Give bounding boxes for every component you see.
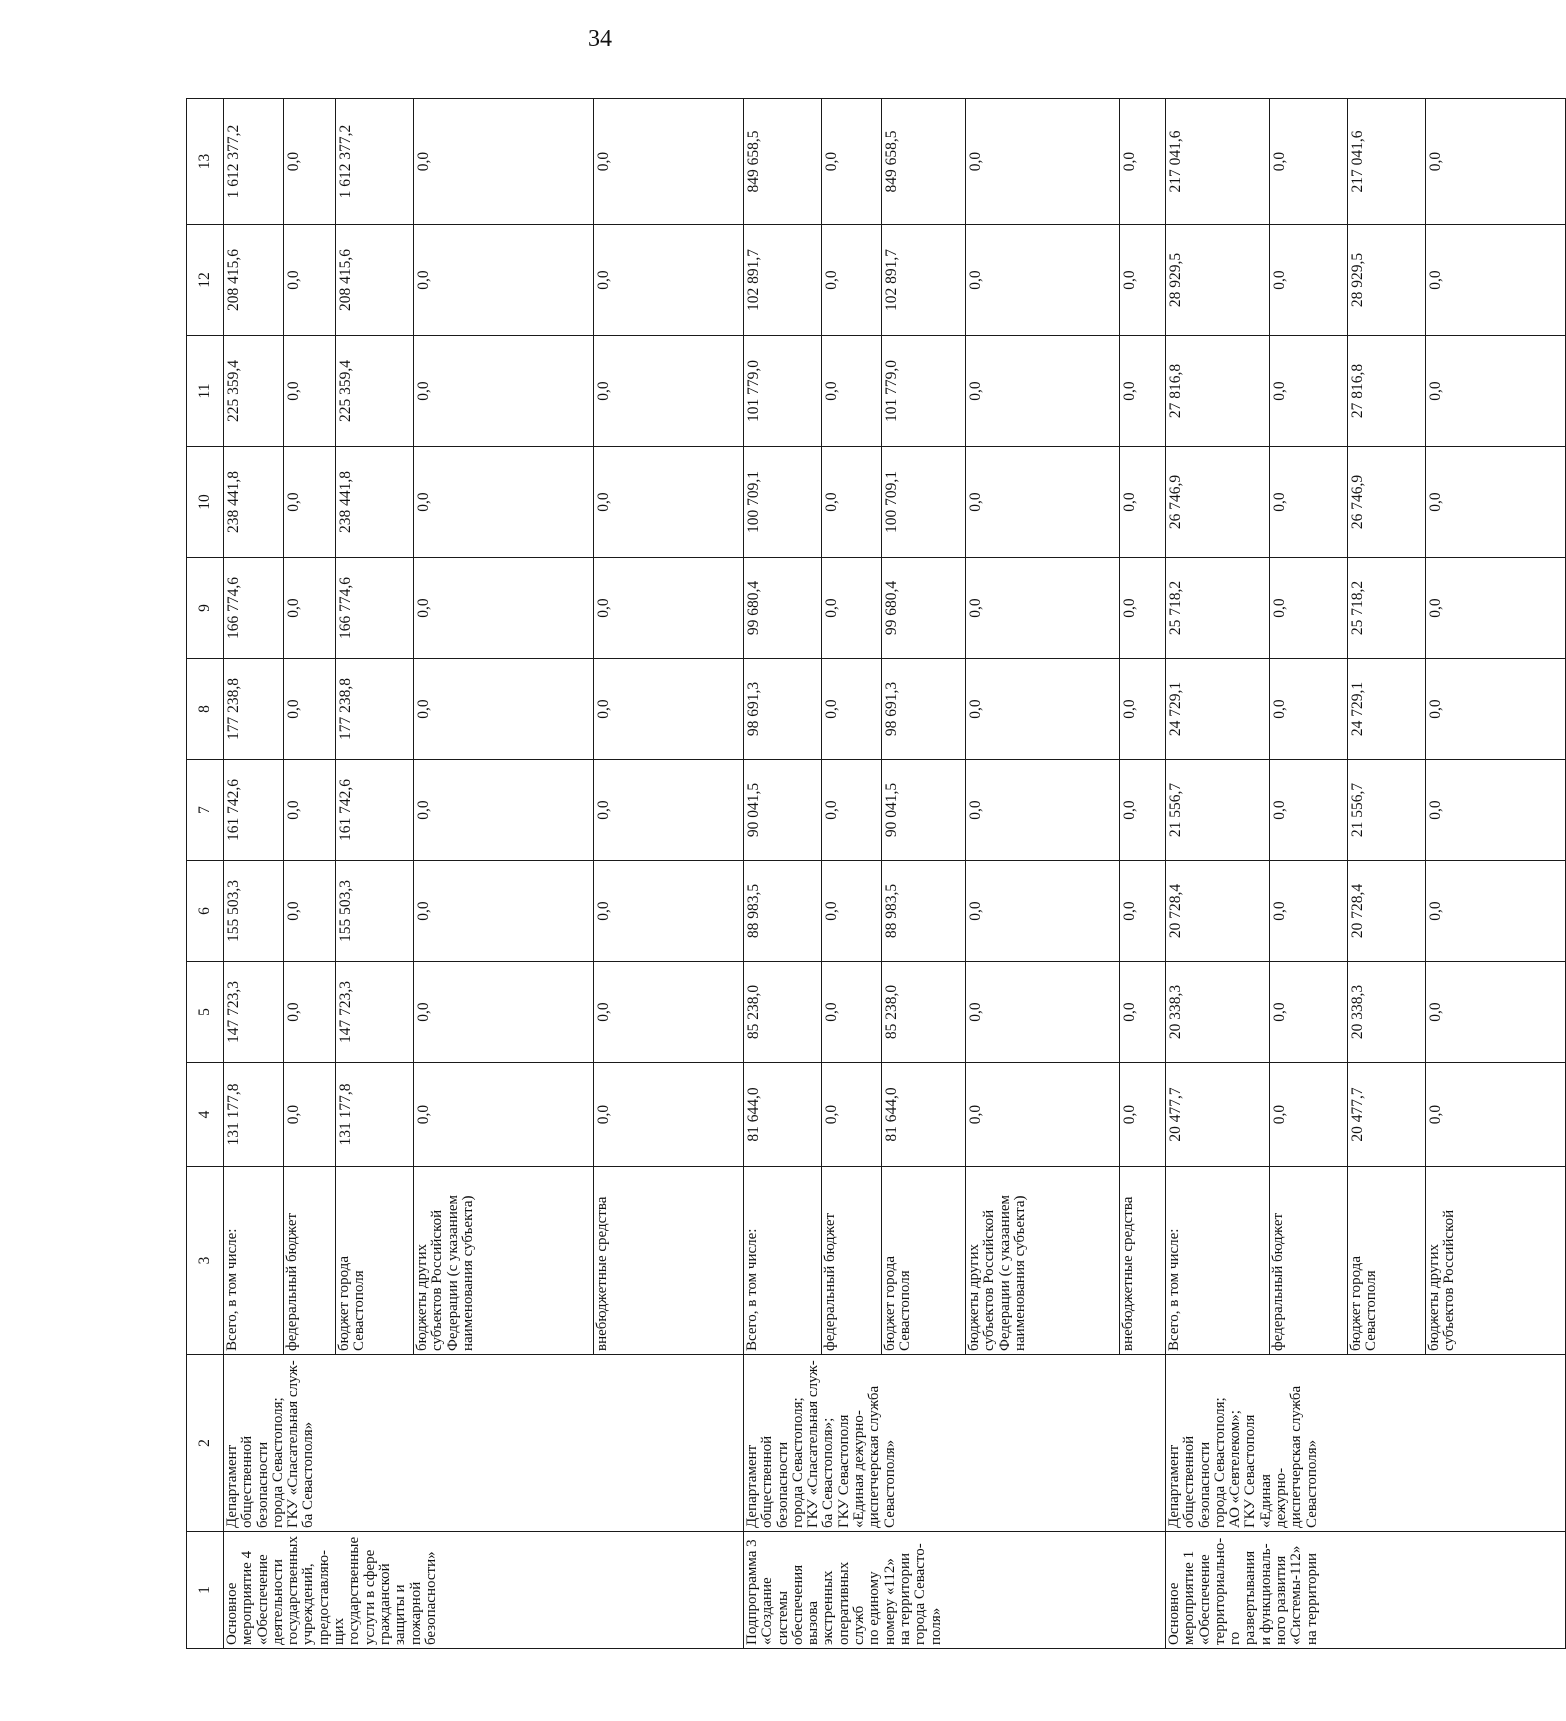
amount-cell: 0,0 — [822, 861, 882, 962]
amount-cell: 0,0 — [1120, 861, 1166, 962]
executor-cell: Департамент общественной безопасности города Севастополя; АО «Севтелеком»; ГКУ Севастополя «Единая дежурно- диспетчерская служба Севастополя» — [1166, 1355, 1566, 1532]
amount-cell: 147 723,3 — [336, 962, 414, 1063]
amount-cell: 99 680,4 — [744, 558, 822, 659]
amount-cell: 177 238,8 — [336, 659, 414, 760]
amount-cell: 20 728,4 — [1348, 861, 1426, 962]
amount-cell: 0,0 — [966, 447, 1120, 558]
amount-cell: 0,0 — [966, 962, 1120, 1063]
funding-source-cell: федеральный бюджет — [822, 1167, 882, 1355]
amount-cell: 238 441,8 — [224, 447, 284, 558]
column-header: 2 — [187, 1355, 224, 1532]
amount-cell: 0,0 — [966, 558, 1120, 659]
column-header: 4 — [187, 1063, 224, 1167]
amount-cell: 100 709,1 — [744, 447, 822, 558]
table-row — [1166, 99, 1270, 1649]
column-header: 13 — [187, 99, 224, 225]
amount-cell: 0,0 — [1426, 447, 1566, 558]
amount-cell: 0,0 — [414, 1063, 594, 1167]
amount-cell: 26 746,9 — [1348, 447, 1426, 558]
amount-cell: 0,0 — [594, 447, 744, 558]
amount-cell: 0,0 — [414, 447, 594, 558]
amount-cell: 0,0 — [594, 1063, 744, 1167]
amount-cell: 0,0 — [966, 1063, 1120, 1167]
amount-cell: 155 503,3 — [224, 861, 284, 962]
table-frame — [186, 99, 1458, 1649]
table-row — [224, 99, 284, 1649]
amount-cell: 98 691,3 — [882, 659, 966, 760]
amount-cell: 0,0 — [1426, 659, 1566, 760]
amount-cell: 0,0 — [414, 99, 594, 225]
amount-cell: 0,0 — [822, 962, 882, 1063]
program-name-cell: Подпрограмма 3 «Создание системы обеспечения вызова экстренных оперативных служб по единому номеру «112» на территории города Севасто- поля» — [744, 1532, 1166, 1649]
table-row — [744, 99, 822, 1649]
amount-cell: 0,0 — [1120, 659, 1166, 760]
amount-cell: 0,0 — [822, 336, 882, 447]
amount-cell: 166 774,6 — [224, 558, 284, 659]
column-header: 11 — [187, 336, 224, 447]
amount-cell: 177 238,8 — [224, 659, 284, 760]
amount-cell: 0,0 — [1426, 99, 1566, 225]
funding-source-cell: внебюджетные средства — [1120, 1167, 1166, 1355]
funding-table — [186, 98, 1566, 1649]
funding-source-cell: Всего, в том числе: — [224, 1167, 284, 1355]
amount-cell: 0,0 — [966, 861, 1120, 962]
amount-cell: 208 415,6 — [224, 225, 284, 336]
amount-cell: 0,0 — [1426, 336, 1566, 447]
amount-cell: 0,0 — [414, 558, 594, 659]
amount-cell: 0,0 — [284, 1063, 336, 1167]
amount-cell: 20 477,7 — [1166, 1063, 1270, 1167]
amount-cell: 28 929,5 — [1348, 225, 1426, 336]
amount-cell: 0,0 — [594, 99, 744, 225]
column-header: 10 — [187, 447, 224, 558]
amount-cell: 0,0 — [1120, 99, 1166, 225]
amount-cell: 0,0 — [1120, 962, 1166, 1063]
column-header: 7 — [187, 760, 224, 861]
program-name-cell: Основное мероприятие 1 «Обеспечение территориально- го развертывания и функциональ- ного развития «Системы-112» на территории — [1166, 1532, 1566, 1649]
amount-cell: 0,0 — [284, 861, 336, 962]
amount-cell: 208 415,6 — [336, 225, 414, 336]
amount-cell: 161 742,6 — [336, 760, 414, 861]
column-header: 12 — [187, 225, 224, 336]
column-header: 1 — [187, 1532, 224, 1649]
amount-cell: 0,0 — [594, 962, 744, 1063]
amount-cell: 26 746,9 — [1166, 447, 1270, 558]
amount-cell: 25 718,2 — [1166, 558, 1270, 659]
amount-cell: 0,0 — [284, 336, 336, 447]
funding-source-cell: бюджеты других субъектов Российской Федерации (с указанием наименования субъекта) — [414, 1167, 594, 1355]
amount-cell: 0,0 — [1270, 962, 1348, 1063]
amount-cell: 0,0 — [1426, 1063, 1566, 1167]
amount-cell: 131 177,8 — [336, 1063, 414, 1167]
amount-cell: 0,0 — [1120, 447, 1166, 558]
amount-cell: 0,0 — [1426, 861, 1566, 962]
amount-cell: 0,0 — [594, 760, 744, 861]
amount-cell: 0,0 — [414, 659, 594, 760]
amount-cell: 0,0 — [1120, 336, 1166, 447]
funding-source-cell: Всего, в том числе: — [744, 1167, 822, 1355]
amount-cell: 225 359,4 — [224, 336, 284, 447]
funding-source-cell: бюджеты других субъектов Российской — [1426, 1167, 1566, 1355]
amount-cell: 238 441,8 — [336, 447, 414, 558]
amount-cell: 81 644,0 — [744, 1063, 822, 1167]
amount-cell: 24 729,1 — [1166, 659, 1270, 760]
amount-cell: 0,0 — [1270, 447, 1348, 558]
page-number: 34 — [588, 26, 612, 52]
amount-cell: 88 983,5 — [882, 861, 966, 962]
amount-cell: 0,0 — [822, 558, 882, 659]
amount-cell: 85 238,0 — [744, 962, 822, 1063]
executor-cell: Департамент общественной безопасности города Севастополя; ГКУ «Спасательная служ- ба Севастополя»; ГКУ Севастополя «Единая дежурно- диспетчерская служба Севастополя» — [744, 1355, 1166, 1532]
rotated-page-content — [186, 99, 1458, 1649]
amount-cell: 88 983,5 — [744, 861, 822, 962]
amount-cell: 20 338,3 — [1166, 962, 1270, 1063]
funding-source-cell: бюджет города Севастополя — [882, 1167, 966, 1355]
amount-cell: 0,0 — [966, 760, 1120, 861]
amount-cell: 0,0 — [822, 760, 882, 861]
amount-cell: 98 691,3 — [744, 659, 822, 760]
amount-cell: 0,0 — [1120, 558, 1166, 659]
amount-cell: 20 338,3 — [1348, 962, 1426, 1063]
column-header: 8 — [187, 659, 224, 760]
amount-cell: 0,0 — [414, 760, 594, 861]
amount-cell: 90 041,5 — [882, 760, 966, 861]
column-header: 3 — [187, 1167, 224, 1355]
amount-cell: 0,0 — [1120, 760, 1166, 861]
amount-cell: 0,0 — [1426, 760, 1566, 861]
amount-cell: 0,0 — [284, 659, 336, 760]
amount-cell: 0,0 — [284, 99, 336, 225]
amount-cell: 0,0 — [1270, 99, 1348, 225]
amount-cell: 0,0 — [822, 99, 882, 225]
amount-cell: 0,0 — [594, 558, 744, 659]
amount-cell: 1 612 377,2 — [336, 99, 414, 225]
amount-cell: 0,0 — [284, 760, 336, 861]
amount-cell: 99 680,4 — [882, 558, 966, 659]
amount-cell: 0,0 — [1270, 558, 1348, 659]
amount-cell: 27 816,8 — [1166, 336, 1270, 447]
amount-cell: 0,0 — [594, 861, 744, 962]
amount-cell: 0,0 — [966, 99, 1120, 225]
amount-cell: 0,0 — [1426, 962, 1566, 1063]
amount-cell: 0,0 — [966, 659, 1120, 760]
amount-cell: 81 644,0 — [882, 1063, 966, 1167]
amount-cell: 1 612 377,2 — [224, 99, 284, 225]
amount-cell: 0,0 — [966, 336, 1120, 447]
amount-cell: 21 556,7 — [1348, 760, 1426, 861]
amount-cell: 101 779,0 — [744, 336, 822, 447]
amount-cell: 217 041,6 — [1348, 99, 1426, 225]
amount-cell: 0,0 — [1270, 659, 1348, 760]
amount-cell: 85 238,0 — [882, 962, 966, 1063]
amount-cell: 0,0 — [414, 962, 594, 1063]
amount-cell: 0,0 — [594, 659, 744, 760]
amount-cell: 21 556,7 — [1166, 760, 1270, 861]
funding-source-cell: внебюджетные средства — [594, 1167, 744, 1355]
funding-source-cell: бюджеты других субъектов Российской Федерации (с указанием наименования субъекта) — [966, 1167, 1120, 1355]
amount-cell: 0,0 — [414, 336, 594, 447]
column-header: 5 — [187, 962, 224, 1063]
amount-cell: 0,0 — [414, 225, 594, 336]
amount-cell: 0,0 — [594, 336, 744, 447]
amount-cell: 0,0 — [822, 1063, 882, 1167]
amount-cell: 0,0 — [284, 962, 336, 1063]
amount-cell: 0,0 — [1270, 861, 1348, 962]
amount-cell: 90 041,5 — [744, 760, 822, 861]
amount-cell: 25 718,2 — [1348, 558, 1426, 659]
amount-cell: 20 477,7 — [1348, 1063, 1426, 1167]
amount-cell: 166 774,6 — [336, 558, 414, 659]
column-number-row — [187, 99, 224, 1649]
amount-cell: 0,0 — [1270, 225, 1348, 336]
executor-cell: Департамент общественной безопасности города Севастополя; ГКУ «Спасательная служ- ба Севастополя» — [224, 1355, 744, 1532]
amount-cell: 225 359,4 — [336, 336, 414, 447]
amount-cell: 849 658,5 — [744, 99, 822, 225]
funding-source-cell: бюджет города Севастополя — [336, 1167, 414, 1355]
amount-cell: 0,0 — [594, 225, 744, 336]
amount-cell: 102 891,7 — [882, 225, 966, 336]
amount-cell: 27 816,8 — [1348, 336, 1426, 447]
amount-cell: 20 728,4 — [1166, 861, 1270, 962]
amount-cell: 0,0 — [1270, 1063, 1348, 1167]
amount-cell: 100 709,1 — [882, 447, 966, 558]
amount-cell: 131 177,8 — [224, 1063, 284, 1167]
amount-cell: 24 729,1 — [1348, 659, 1426, 760]
amount-cell: 0,0 — [1270, 336, 1348, 447]
amount-cell: 0,0 — [284, 225, 336, 336]
amount-cell: 217 041,6 — [1166, 99, 1270, 225]
amount-cell: 0,0 — [1426, 225, 1566, 336]
amount-cell: 0,0 — [822, 447, 882, 558]
amount-cell: 147 723,3 — [224, 962, 284, 1063]
amount-cell: 0,0 — [284, 558, 336, 659]
amount-cell: 101 779,0 — [882, 336, 966, 447]
program-name-cell: Основное мероприятие 4 «Обеспечение деятельности государственных учреждений, предоставляю- щих государственные услуги в сфере гражданской защиты и пожарной безопасности» — [224, 1532, 744, 1649]
amount-cell: 0,0 — [966, 225, 1120, 336]
amount-cell: 0,0 — [1120, 225, 1166, 336]
amount-cell: 28 929,5 — [1166, 225, 1270, 336]
funding-source-cell: федеральный бюджет — [284, 1167, 336, 1355]
funding-source-cell: федеральный бюджет — [1270, 1167, 1348, 1355]
amount-cell: 0,0 — [1120, 1063, 1166, 1167]
amount-cell: 849 658,5 — [882, 99, 966, 225]
funding-source-cell: бюджет города Севастополя — [1348, 1167, 1426, 1355]
funding-source-cell: Всего, в том числе: — [1166, 1167, 1270, 1355]
column-header: 6 — [187, 861, 224, 962]
amount-cell: 0,0 — [822, 659, 882, 760]
amount-cell: 0,0 — [822, 225, 882, 336]
amount-cell: 161 742,6 — [224, 760, 284, 861]
amount-cell: 0,0 — [1426, 558, 1566, 659]
amount-cell: 0,0 — [414, 861, 594, 962]
amount-cell: 0,0 — [284, 447, 336, 558]
column-header: 9 — [187, 558, 224, 659]
amount-cell: 155 503,3 — [336, 861, 414, 962]
amount-cell: 0,0 — [1270, 760, 1348, 861]
amount-cell: 102 891,7 — [744, 225, 822, 336]
